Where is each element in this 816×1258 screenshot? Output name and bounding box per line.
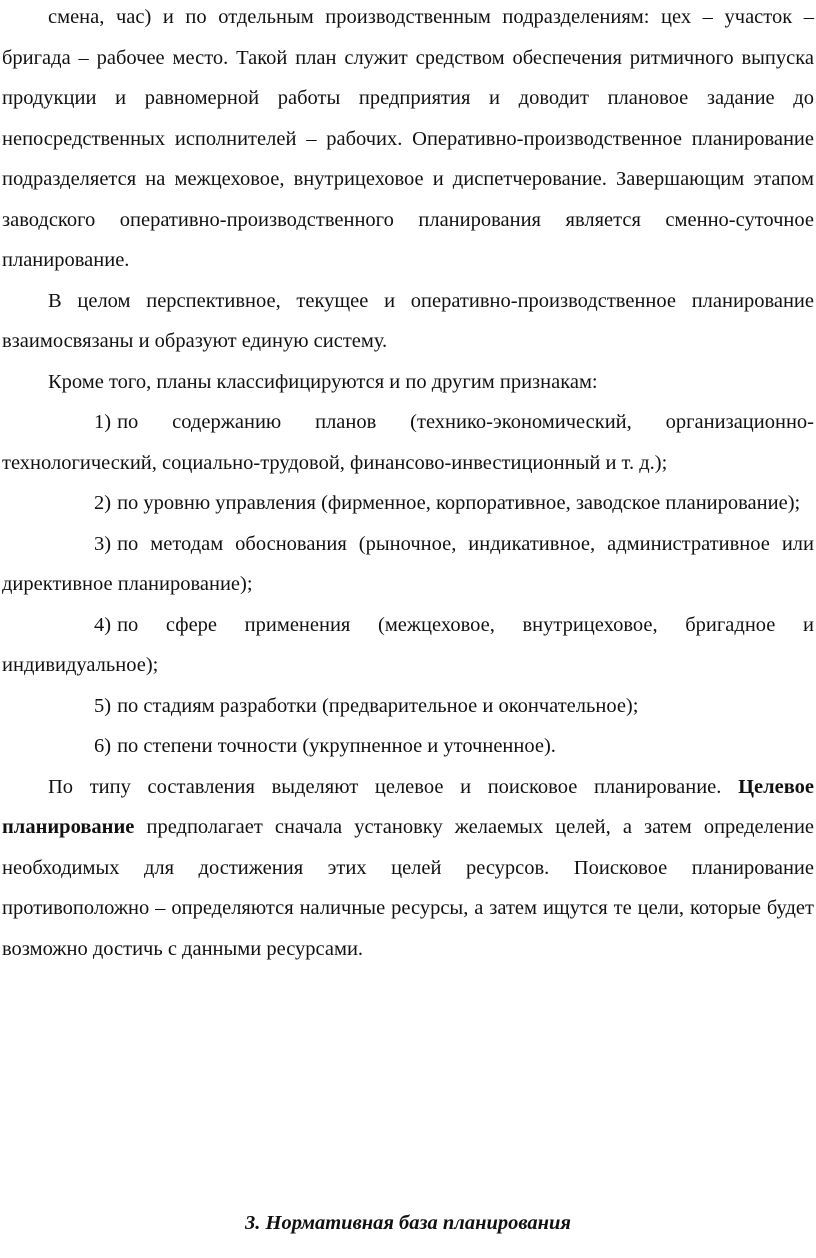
target-planning-lead: По типу составления выделяют целевое и поисковое планирование. <box>48 775 722 798</box>
list-item-number: 3) <box>94 532 112 555</box>
list-item-number: 1) <box>94 411 112 433</box>
paragraph-system: В целом перспективное, текущее и оперативно-производственное планирование взаимосвязаны и образуют единую систему. <box>2 289 814 352</box>
list-item-text: по сфере применения (межцеховое, внутрицеховое, бригадное и индивидуальное); <box>2 613 814 676</box>
list-item <box>2 483 814 524</box>
paragraph-target-planning <box>2 767 814 970</box>
list-item-number: 2) <box>94 492 112 514</box>
list-item <box>2 524 814 605</box>
document-body <box>2 0 814 969</box>
list-item <box>2 402 814 483</box>
paragraph-operational-planning: смена, час) и по отдельным производственным подразделениям: цех – участок – бригада – рабочее место. Такой план служит средством обеспечения ритмичного выпуска продукции и равномерной работы предприятия и доводит плановое задание до непосредственных исполнителей – рабочих. Оперативно-производственное планирование подразделяется на межцеховое, внутрицеховое и диспетчерование. Завершающим этапом заводского оперативно-производственного планирования является сменно-суточное планирование. <box>2 6 814 271</box>
list-item-text: по методам обоснования (рыночное, индикативное, административное или директивное планирование); <box>2 532 814 595</box>
list-item <box>2 726 814 767</box>
list-item <box>2 605 814 686</box>
paragraph-classification-intro: Кроме того, планы классифицируются и по другим признакам: <box>48 370 598 393</box>
list-item <box>2 686 814 727</box>
list-item-text: по стадиям разработки (предварительное и окончательное); <box>117 694 639 717</box>
section-heading: 3. Нормативная база планирования <box>245 1212 571 1234</box>
list-item-text: по уровню управления (фирменное, корпоративное, заводское планирование); <box>117 492 801 514</box>
list-item-number: 5) <box>94 694 112 717</box>
list-item-number: 4) <box>94 613 112 636</box>
list-item-number: 6) <box>94 735 112 757</box>
list-item-text: по содержанию планов (технико-экономический, организационно-технологический, социально-трудовой, финансово-инвестиционный и т. д.); <box>2 411 814 474</box>
target-planning-rest: предполагает сначала установку желаемых целей, а затем определение необходимых для достижения этих целей ресурсов. Поисковое планирование противоположно – определяются наличные ресурсы, а затем ищутся те цели, которые будет возможно достичь с данными ресурсами. <box>2 816 815 960</box>
target-planning-term: Целевое планирование <box>2 775 815 838</box>
list-item-text: по степени точности (укрупненное и уточненное). <box>117 735 556 757</box>
